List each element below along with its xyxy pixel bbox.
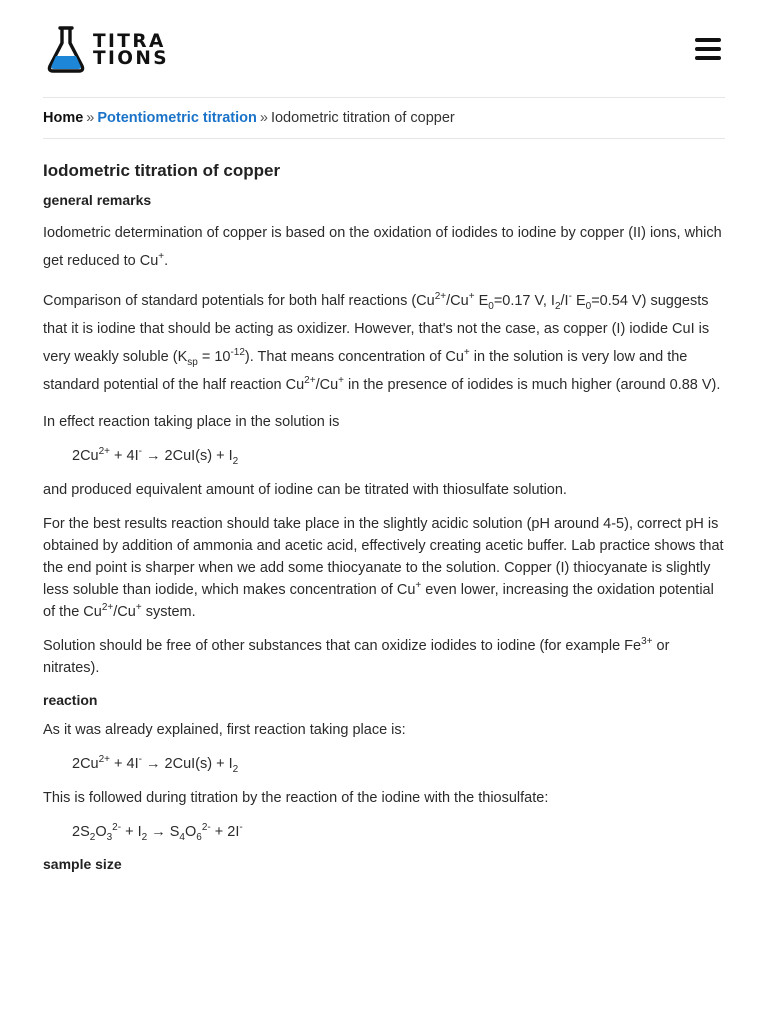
breadcrumb-separator: »	[86, 110, 95, 126]
page	[43, 0, 725, 873]
breadcrumb-parent-link[interactable]: Potentiometric titration	[97, 110, 257, 126]
chemical-equation: $2S_2O_3^{2-} + I_2 \to S_4O_6^{2-} + 2I^-$	[72, 822, 243, 843]
breadcrumb-current: Iodometric titration of copper	[270, 110, 455, 126]
site-header	[43, 0, 725, 98]
chemical-equation: $2Cu^{2+} + 4I^- \to 2CuI(s) + I_2$	[72, 754, 239, 775]
paragraph: In effect reaction taking place in the solution is	[43, 414, 340, 430]
breadcrumb-separator: »	[259, 110, 268, 126]
page-title: Iodometric titration of copper	[43, 161, 281, 180]
paragraph: For the best results reaction should take place in the slightly acidic solution (pH around 4-5), correct pH is obtained by addition of ammonia and acetic acid, effectively creating acetic buffer. Lab practice shows that the end point is sharper when we add some thiocyanate to the solution. Copper (I) thiocyanate is slightly less soluble than iodide, which makes concentration of Cu+ even lower, increasing the oxidation potential of the $Cu^{2+}/Cu^+$ system.	[43, 516, 724, 620]
paragraph: Iodometric determination of copper is based on the oxidation of iodides to iodine by copper (II) ions, which get reduced to Cu+.	[43, 225, 722, 269]
paragraph: Comparison of standard potentials for both half reactions ($Cu^{2+}/Cu^+$ $E_0=0.17$ V, $I_2/I^-$ $E_0=0.54$ V) suggests that it is iodine that should be acting as oxidizer. However, that's not the case, as copper (I) iodide CuI is very weakly soluble $(K_{sp} = 10^{-12})$. That means concentration of Cu+ in the solution is very low and the standard potential of the half reaction $Cu^{2+}/Cu^+$ in the presence of iodides is much higher (around 0.88 V).	[43, 291, 721, 393]
breadcrumb-home-link[interactable]: Home	[43, 110, 84, 126]
section-heading-general-remarks: general remarks	[43, 192, 152, 208]
article	[43, 161, 725, 873]
site-logo[interactable]	[47, 26, 169, 74]
paragraph: This is followed during titration by the reaction of the iodine with the thiosulfate:	[43, 790, 549, 806]
breadcrumb	[43, 98, 725, 139]
flask-icon	[47, 26, 85, 74]
paragraph: As it was already explained, first reaction taking place is:	[43, 722, 406, 738]
section-heading-reaction: reaction	[43, 692, 98, 708]
section-heading-sample-size: sample size	[43, 856, 122, 872]
logo-wordmark: TITRA TIONS	[93, 30, 170, 69]
chemical-equation: $2Cu^{2+} + 4I^- \to 2CuI(s) + I_2$	[72, 446, 239, 467]
hamburger-menu-icon[interactable]	[695, 38, 721, 60]
paragraph: Solution should be free of other substances that can oxidize iodides to iodine (for example $Fe^{3+}$ or nitrates).	[43, 636, 670, 676]
paragraph: and produced equivalent amount of iodine can be titrated with thiosulfate solution.	[43, 482, 567, 498]
